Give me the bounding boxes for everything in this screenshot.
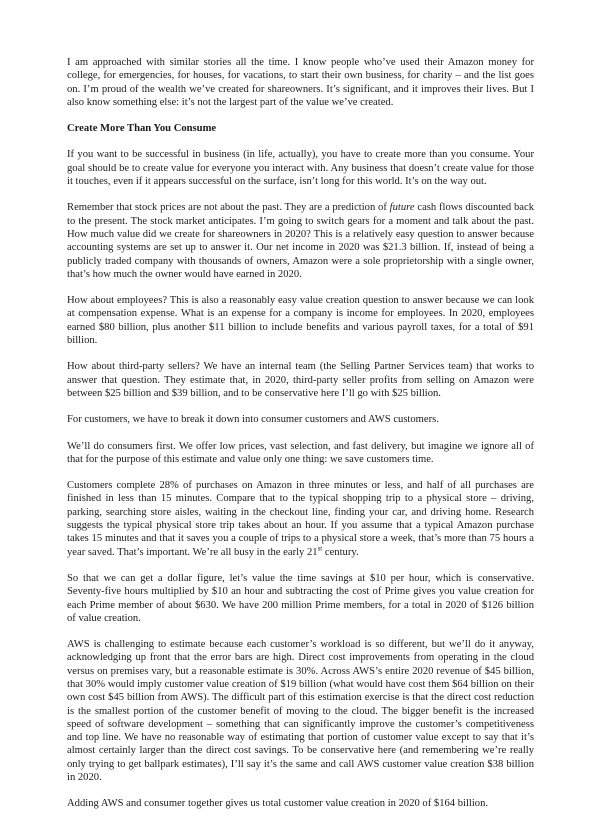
paragraph: AWS is challenging to estimate because each customer’s workload is so different, but we’ll do it anyway, acknowledging up front that the error bars are high. Direct cost improvements from operating in the cloud versus on premises vary, but a reasonable estimate is 30%. Across AWS’s entire 2020 revenue of $45 billion, that 30% would imply customer value creation of $19 billion (what would have cost them $64 billion on their own cost $45 billion from AWS). The difficult part of this estimation exercise is that the direct cost reduction is the smallest portion of the customer benefit of moving to the cloud. The bigger benefit is the increased speed of software development – something that can significantly improve the customer’s competitiveness and top line. We have no reasonable way of estimating that portion of customer value except to say that it’s almost certainly larger than the direct cost savings. To be conservative here (and remembering we’re really only trying to get ballpark estimates), I’ll say it’s the same and call AWS customer value creation $38 billion in 2020.	[67, 639, 534, 784]
paragraph: I am approached with similar stories all the time. I know people who’ve used their Amazon money for college, for emergencies, for houses, for vacations, to start their own business, for charity – and the list goes on. I’m proud of the wealth we’ve created for shareowners. It’s significant, and it improves their lives. But I also know something else: it’s not the largest part of the value we’ve created.	[67, 57, 534, 108]
paragraph: How about employees? This is also a reasonably easy value creation question to answer because we can look at compensation expense. What is an expense for a company is income for employees. In 2020, employees earned $80 billion, plus another $11 billion to include benefits and various payroll taxes, for a total of $91 billion.	[67, 295, 534, 347]
paragraph: Customers complete 28% of purchases on Amazon in three minutes or less, and half of all purchases are finished in less than 15 minutes. Compare that to the typical shopping trip to a physical store – driving, parking, searching store aisles, waiting in the checkout line, finding your car, and driving home. Research suggests the typical physical store trip takes about an hour. If you assume that a typical Amazon purchase takes 15 minutes and that it saves you a couple of trips to a physical store a week, that’s more than 75 hours a year saved. That’s important. We’re all busy in the early 21st century.	[67, 480, 534, 558]
paragraph: For customers, we have to break it down into consumer customers and AWS customers.	[67, 414, 439, 426]
paragraph: So that we can get a dollar figure, let’s value the time savings at $10 per hour, which is conservative. Seventy-five hours multiplied by $10 an hour and subtracting the cost of Prime gives you value creation for each Prime member of about $630. We have 200 million Prime members, for a total in 2020 of $126 billion of value creation.	[67, 572, 534, 624]
paragraph: We’ll do consumers first. We offer low prices, vast selection, and fast delivery, but imagine we ignore all of that for the purpose of this estimate and value only one thing: we save customers time.	[67, 440, 534, 465]
paragraph: How about third-party sellers? We have an internal team (the Selling Partner Services team) that works to answer that question. They estimate that, in 2020, third-party seller profits from selling on Amazon were between $25 billion and $39 billion, and to be conservative here I’ll go with $25 billion.	[67, 361, 534, 399]
document-page	[67, 56, 534, 824]
paragraph: If you want to be successful in business (in life, actually), you have to create more than you consume. Your goal should be to create value for everyone you interact with. Any business that doesn’t create value for those it touches, even if it appears successful on the surface, isn’t long for this world. It’s on the way out.	[67, 149, 534, 188]
section-heading: Create More Than You Consume	[67, 123, 217, 135]
paragraph: Remember that stock prices are not about the past. They are a prediction of future cash flows discounted back to the present. The stock market anticipates. I’m going to switch gears for a moment and talk about the past. How much value did we create for shareowners in 2020? This is a relatively easy question to answer because accounting systems are set up to answer it. Our net income in 2020 was $21.3 billion. If, instead of being a publicly traded company with thousands of owners, Amazon were a sole proprietorship with a single owner, that’s how much the owner would have earned in 2020.	[67, 202, 534, 280]
paragraph: Adding AWS and consumer together gives us total customer value creation in 2020 of $164 billion.	[67, 798, 489, 810]
